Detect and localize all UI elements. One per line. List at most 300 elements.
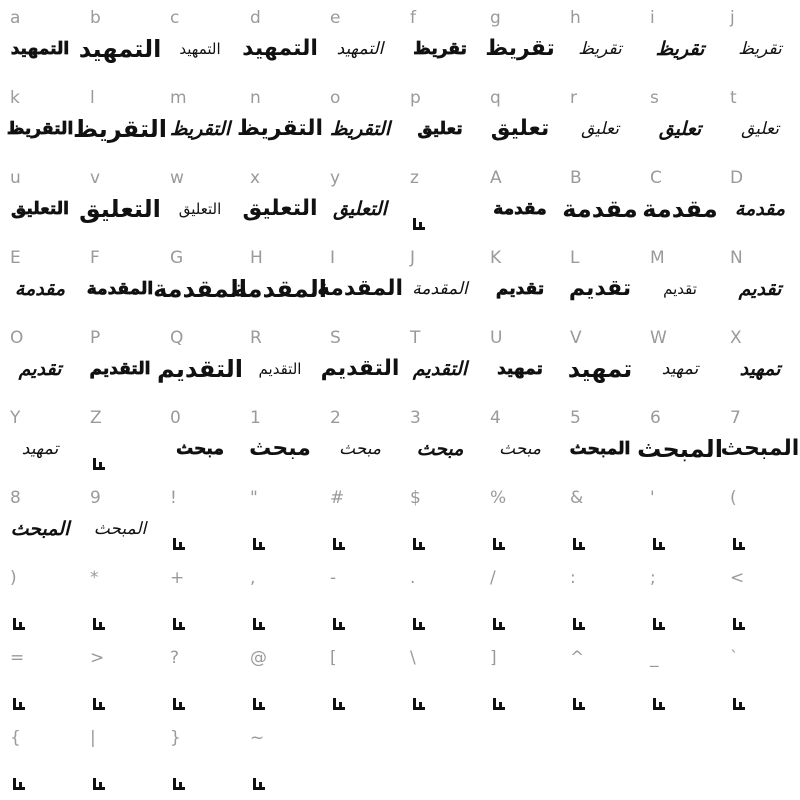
glyph-sample-text: مبحث <box>339 438 381 459</box>
glyph-cell <box>560 160 640 240</box>
glyph-cell <box>480 640 560 720</box>
glyph-cell <box>400 400 480 480</box>
glyph-key-label: B <box>570 168 582 188</box>
glyph-key-label: z <box>410 168 419 188</box>
glyph-key-label: % <box>490 488 507 508</box>
missing-glyph-icon <box>572 536 588 552</box>
glyph-key-label: _ <box>650 648 659 668</box>
glyph-key-label: ' <box>650 488 655 508</box>
glyph-cell <box>80 560 160 640</box>
glyph-sample <box>0 106 80 152</box>
glyph-cell <box>160 640 240 720</box>
glyph-cell <box>0 720 80 800</box>
missing-glyph-icon <box>92 696 108 712</box>
glyph-cell <box>637 400 723 480</box>
glyph-sample-text: تعليق <box>658 117 702 140</box>
glyph-key-label: i <box>650 8 655 28</box>
glyph-sample-text: تعليق <box>490 116 550 141</box>
glyph-cell <box>720 240 800 320</box>
glyph-key-label: , <box>250 568 256 588</box>
glyph-sample-text: التمهيد <box>242 36 318 61</box>
glyph-cell <box>316 240 404 320</box>
glyph-cell <box>80 400 160 480</box>
glyph-cell <box>80 0 160 80</box>
glyph-sample <box>560 346 640 392</box>
glyph-cell <box>0 240 80 320</box>
glyph-cell <box>240 720 320 800</box>
glyph-key-label: | <box>90 728 96 748</box>
glyph-sample <box>480 106 560 152</box>
glyph-cell <box>240 0 320 80</box>
glyph-sample-text: المبحث <box>10 517 70 540</box>
glyph-key-label: @ <box>250 648 267 668</box>
glyph-sample <box>240 426 320 472</box>
missing-glyph-icon <box>332 696 348 712</box>
glyph-cell <box>320 480 400 560</box>
glyph-sample-text: مبحث <box>416 437 464 460</box>
glyph-sample-text: مبحث <box>499 438 541 459</box>
glyph-cell <box>720 400 800 480</box>
glyph-key-label: } <box>170 728 181 748</box>
glyph-cell <box>400 160 480 240</box>
glyph-cell <box>160 80 240 160</box>
glyph-cell <box>0 480 80 560</box>
glyph-cell <box>0 400 80 480</box>
glyph-key-label: - <box>330 568 337 588</box>
glyph-sample <box>400 106 480 152</box>
glyph-key-label: N <box>730 248 743 268</box>
glyph-key-label: M <box>650 248 665 268</box>
glyph-key-label: # <box>330 488 345 508</box>
glyph-cell <box>160 400 240 480</box>
glyph-sample-text: تقريظ <box>413 38 467 59</box>
glyph-sample-text: تمهيد <box>567 355 633 383</box>
missing-glyph-icon <box>412 216 428 232</box>
glyph-key-label: 8 <box>10 488 21 508</box>
glyph-key-label: g <box>490 8 501 28</box>
glyph-cell <box>153 240 247 320</box>
glyph-sample <box>0 506 80 552</box>
missing-glyph-icon <box>652 536 668 552</box>
glyph-sample-text: تقريظ <box>485 36 555 61</box>
glyph-cell <box>640 0 720 80</box>
glyph-sample-text: مبحث <box>176 438 224 459</box>
glyph-cell <box>560 400 640 480</box>
glyph-key-label: y <box>330 168 341 188</box>
glyph-sample <box>73 106 167 152</box>
glyph-cell <box>0 0 80 80</box>
missing-glyph-icon <box>492 536 508 552</box>
glyph-sample-text: المقدمة <box>233 275 327 303</box>
glyph-key-label: \ <box>410 648 416 668</box>
glyph-sample-text: تعليق <box>417 118 463 139</box>
glyph-cell <box>157 320 244 400</box>
glyph-cell <box>0 80 80 160</box>
glyph-key-label: E <box>10 248 21 268</box>
glyph-key-label: 1 <box>250 408 261 428</box>
glyph-cell <box>640 480 720 560</box>
glyph-cell <box>160 720 240 800</box>
glyph-sample <box>720 426 800 472</box>
glyph-cell <box>0 160 80 240</box>
missing-glyph-icon <box>172 536 188 552</box>
glyph-sample-text: المقدمة <box>412 278 468 299</box>
glyph-sample-text: التقريظ <box>73 115 167 143</box>
glyph-key-label: x <box>250 168 261 188</box>
glyph-cell <box>720 320 800 400</box>
glyph-cell <box>720 640 800 720</box>
glyph-sample <box>480 26 560 72</box>
glyph-key-label: S <box>330 328 341 348</box>
glyph-sample <box>240 346 320 392</box>
glyph-key-label: ~ <box>250 728 265 748</box>
glyph-sample <box>400 346 480 392</box>
glyph-sample <box>0 186 80 232</box>
glyph-cell <box>240 480 320 560</box>
glyph-key-label: 6 <box>650 408 661 428</box>
glyph-sample <box>640 106 720 152</box>
glyph-key-label: 9 <box>90 488 101 508</box>
missing-glyph-icon <box>652 616 668 632</box>
glyph-key-label: v <box>90 168 101 188</box>
glyph-key-label: L <box>570 248 580 268</box>
glyph-sample-text: التمهيد <box>179 39 221 58</box>
glyph-key-label: n <box>250 88 261 108</box>
glyph-sample <box>560 106 640 152</box>
glyph-sample-text: التمهيد <box>10 38 70 59</box>
glyph-sample <box>320 186 400 232</box>
glyph-cell <box>400 240 480 320</box>
glyph-cell <box>236 80 324 160</box>
glyph-cell <box>720 160 800 240</box>
glyph-sample <box>320 106 400 152</box>
glyph-sample <box>0 346 80 392</box>
glyph-sample-text: مقدمة <box>562 195 638 223</box>
glyph-sample <box>400 26 480 72</box>
missing-glyph-icon <box>332 616 348 632</box>
missing-glyph-icon <box>412 616 428 632</box>
glyph-cell <box>320 320 400 400</box>
glyph-cell <box>400 560 480 640</box>
glyph-key-label: e <box>330 8 341 28</box>
glyph-cell <box>400 80 480 160</box>
glyph-key-label: ( <box>730 488 737 508</box>
glyph-cell <box>560 0 640 80</box>
missing-glyph-icon <box>572 696 588 712</box>
glyph-cell <box>560 240 640 320</box>
glyph-sample-text: التعليق <box>11 198 69 219</box>
glyph-sample <box>160 106 240 152</box>
glyph-sample <box>720 26 800 72</box>
glyph-cell <box>640 80 720 160</box>
glyph-sample <box>400 266 480 312</box>
glyph-key-label: ` <box>730 648 739 668</box>
glyph-sample-text: مبحث <box>249 436 311 461</box>
glyph-cell <box>320 640 400 720</box>
glyph-cell <box>160 0 240 80</box>
glyph-key-label: * <box>90 568 99 588</box>
glyph-sample-text: مقدمة <box>642 195 718 223</box>
glyph-cell <box>640 640 720 720</box>
glyph-sample <box>160 186 240 232</box>
glyph-key-label: ; <box>650 568 656 588</box>
glyph-sample <box>480 426 560 472</box>
glyph-sample-text: التقريظ <box>6 118 74 139</box>
glyph-key-label: c <box>170 8 180 28</box>
glyph-sample-text: تمهيد <box>21 438 59 459</box>
glyph-cell <box>320 160 400 240</box>
missing-glyph-icon <box>412 696 428 712</box>
glyph-key-label: 0 <box>170 408 181 428</box>
glyph-cell <box>0 560 80 640</box>
glyph-sample-text: تقديم <box>495 278 545 299</box>
glyph-sample <box>0 426 80 472</box>
glyph-key-label: W <box>650 328 667 348</box>
missing-glyph-icon <box>252 776 268 792</box>
missing-glyph-icon <box>252 616 268 632</box>
glyph-key-label: Q <box>170 328 184 348</box>
glyph-sample <box>640 26 720 72</box>
glyph-key-label: . <box>410 568 416 588</box>
glyph-sample <box>640 346 720 392</box>
glyph-key-label: > <box>90 648 105 668</box>
glyph-cell <box>400 640 480 720</box>
glyph-cell <box>480 480 560 560</box>
glyph-sample-text: تمهيد <box>497 358 543 379</box>
glyph-cell <box>400 480 480 560</box>
glyph-sample-text: تمهيد <box>661 358 699 379</box>
glyph-cell <box>560 480 640 560</box>
glyph-sample <box>320 346 400 392</box>
glyph-key-label: ] <box>490 648 497 668</box>
glyph-sample <box>240 186 320 232</box>
glyph-sample <box>560 426 640 472</box>
glyph-sample <box>720 106 800 152</box>
missing-glyph-icon <box>732 616 748 632</box>
glyph-sample-text: التعليق <box>79 195 161 223</box>
glyph-sample-text: المبحث <box>720 436 800 461</box>
glyph-key-label: / <box>490 568 496 588</box>
missing-glyph-icon <box>652 696 668 712</box>
glyph-key-label: C <box>650 168 662 188</box>
glyph-cell <box>0 640 80 720</box>
glyph-cell <box>320 560 400 640</box>
glyph-sample-text: تقديم <box>18 357 62 380</box>
missing-glyph-icon <box>92 616 108 632</box>
glyph-cell <box>80 480 160 560</box>
glyph-cell <box>233 240 327 320</box>
glyph-sample-text: المقدمة <box>316 276 404 301</box>
glyph-cell <box>160 560 240 640</box>
missing-glyph-icon <box>332 536 348 552</box>
glyph-key-label: 5 <box>570 408 581 428</box>
glyph-key-label: = <box>10 648 25 668</box>
glyph-sample-text: مقدمة <box>14 277 66 300</box>
glyph-key-label: h <box>570 8 581 28</box>
glyph-key-label: { <box>10 728 21 748</box>
glyph-key-label: 2 <box>330 408 341 428</box>
glyph-sample-text: تقديم <box>568 276 632 301</box>
glyph-sample <box>80 506 160 552</box>
glyph-sample <box>637 426 723 472</box>
missing-glyph-icon <box>12 616 28 632</box>
glyph-sample-text: تعليق <box>741 118 779 139</box>
glyph-sample-text: تقديم <box>663 279 697 298</box>
glyph-cell <box>320 80 400 160</box>
glyph-sample <box>157 346 244 392</box>
glyph-sample-text: التعليق <box>178 199 222 218</box>
glyph-sample <box>320 426 400 472</box>
glyph-key-label: l <box>90 88 95 108</box>
missing-glyph-icon <box>92 776 108 792</box>
glyph-sample-text: التقديم <box>320 356 400 381</box>
glyph-cell <box>480 0 560 80</box>
glyph-cell <box>720 80 800 160</box>
glyph-key-label: Z <box>90 408 102 428</box>
glyph-sample <box>560 266 640 312</box>
glyph-cell <box>80 720 160 800</box>
glyph-key-label: & <box>570 488 584 508</box>
glyph-key-label: j <box>730 8 735 28</box>
glyph-sample <box>0 266 80 312</box>
missing-glyph-icon <box>492 696 508 712</box>
glyph-sample <box>640 186 720 232</box>
glyph-key-label: + <box>170 568 185 588</box>
missing-glyph-icon <box>12 776 28 792</box>
missing-glyph-icon <box>172 696 188 712</box>
glyph-cell <box>640 160 720 240</box>
glyph-sample-text: التقديم <box>412 357 468 380</box>
glyph-key-label: A <box>490 168 502 188</box>
missing-glyph-icon <box>172 776 188 792</box>
glyph-cell <box>240 560 320 640</box>
glyph-sample-text: التعليق <box>242 196 318 221</box>
glyph-cell <box>560 80 640 160</box>
glyph-key-label: K <box>490 248 502 268</box>
glyph-key-label: " <box>250 488 258 508</box>
glyph-cell <box>560 640 640 720</box>
glyph-sample-text: المبحث <box>569 438 631 459</box>
glyph-sample-text: التقريظ <box>169 117 231 140</box>
glyph-cell <box>480 400 560 480</box>
glyph-key-label: ) <box>10 568 17 588</box>
glyph-cell <box>560 560 640 640</box>
glyph-sample <box>80 346 160 392</box>
glyph-key-label: H <box>250 248 263 268</box>
glyph-sample-text: التعليق <box>333 197 387 220</box>
glyph-cell <box>640 560 720 640</box>
glyph-cell <box>640 320 720 400</box>
glyph-cell <box>640 240 720 320</box>
glyph-cell <box>480 160 560 240</box>
glyph-sample <box>560 186 640 232</box>
glyph-sample <box>320 26 400 72</box>
glyph-cell <box>720 0 800 80</box>
glyph-sample <box>153 266 247 312</box>
missing-glyph-icon <box>732 536 748 552</box>
glyph-key-label: U <box>490 328 503 348</box>
glyph-cell <box>240 320 320 400</box>
glyph-sample <box>400 426 480 472</box>
glyph-sample-text: التقريظ <box>236 116 324 141</box>
glyph-cell <box>400 0 480 80</box>
glyph-key-label: k <box>10 88 20 108</box>
glyph-cell <box>560 320 640 400</box>
glyph-key-label: G <box>170 248 184 268</box>
glyph-sample-text: تقريظ <box>738 38 782 59</box>
glyph-cell <box>320 400 400 480</box>
glyph-cell <box>0 320 80 400</box>
glyph-cell <box>80 160 160 240</box>
glyph-key-label: r <box>570 88 577 108</box>
glyph-sample-text: المقدمة <box>86 278 154 299</box>
glyph-cell <box>320 0 400 80</box>
glyph-key-label: m <box>170 88 187 108</box>
glyph-sample-text: المقدمة <box>153 275 247 303</box>
glyph-sample <box>240 26 320 72</box>
missing-glyph-icon <box>572 616 588 632</box>
glyph-key-label: O <box>10 328 24 348</box>
glyph-cell <box>80 320 160 400</box>
glyph-sample-text: التقديم <box>157 355 244 383</box>
glyph-sample-text: التقريظ <box>329 117 391 140</box>
glyph-key-label: q <box>490 88 501 108</box>
glyph-sample <box>480 346 560 392</box>
glyph-sample-text: المبحث <box>93 518 147 539</box>
glyph-sample-text: التمهيد <box>336 38 384 59</box>
glyph-sample <box>233 266 327 312</box>
glyph-cell <box>240 400 320 480</box>
glyph-sample <box>640 266 720 312</box>
glyph-key-label: I <box>330 248 336 268</box>
glyph-sample-text: تقديم <box>738 277 782 300</box>
glyph-sample <box>80 266 160 312</box>
glyph-key-label: 3 <box>410 408 421 428</box>
glyph-key-label: ? <box>170 648 180 668</box>
glyph-cell <box>480 80 560 160</box>
glyph-key-label: ! <box>170 488 177 508</box>
glyph-key-label: V <box>570 328 582 348</box>
glyph-sample <box>160 26 240 72</box>
glyph-key-label: s <box>650 88 659 108</box>
glyph-key-label: u <box>10 168 21 188</box>
glyph-key-label: R <box>250 328 262 348</box>
glyph-sample <box>720 346 800 392</box>
glyph-sample-text: التقديم <box>258 359 302 378</box>
glyph-key-label: P <box>90 328 101 348</box>
glyph-sample-text: المبحث <box>637 435 723 463</box>
glyph-key-label: o <box>330 88 341 108</box>
glyph-sample <box>80 186 160 232</box>
glyph-sample-text: تقريظ <box>578 38 622 59</box>
glyph-key-label: f <box>410 8 416 28</box>
glyph-sample <box>236 106 324 152</box>
glyph-key-label: 4 <box>490 408 501 428</box>
missing-glyph-icon <box>252 696 268 712</box>
glyph-key-label: D <box>730 168 744 188</box>
glyph-key-label: a <box>10 8 21 28</box>
glyph-key-label: $ <box>410 488 421 508</box>
missing-glyph-icon <box>172 616 188 632</box>
glyph-cell <box>240 640 320 720</box>
glyph-cell <box>720 480 800 560</box>
glyph-sample-text: تقريظ <box>655 37 705 60</box>
glyph-key-label: p <box>410 88 421 108</box>
glyph-cell <box>400 320 480 400</box>
glyph-sample <box>480 186 560 232</box>
glyph-key-label: < <box>730 568 745 588</box>
glyph-key-label: : <box>570 568 576 588</box>
